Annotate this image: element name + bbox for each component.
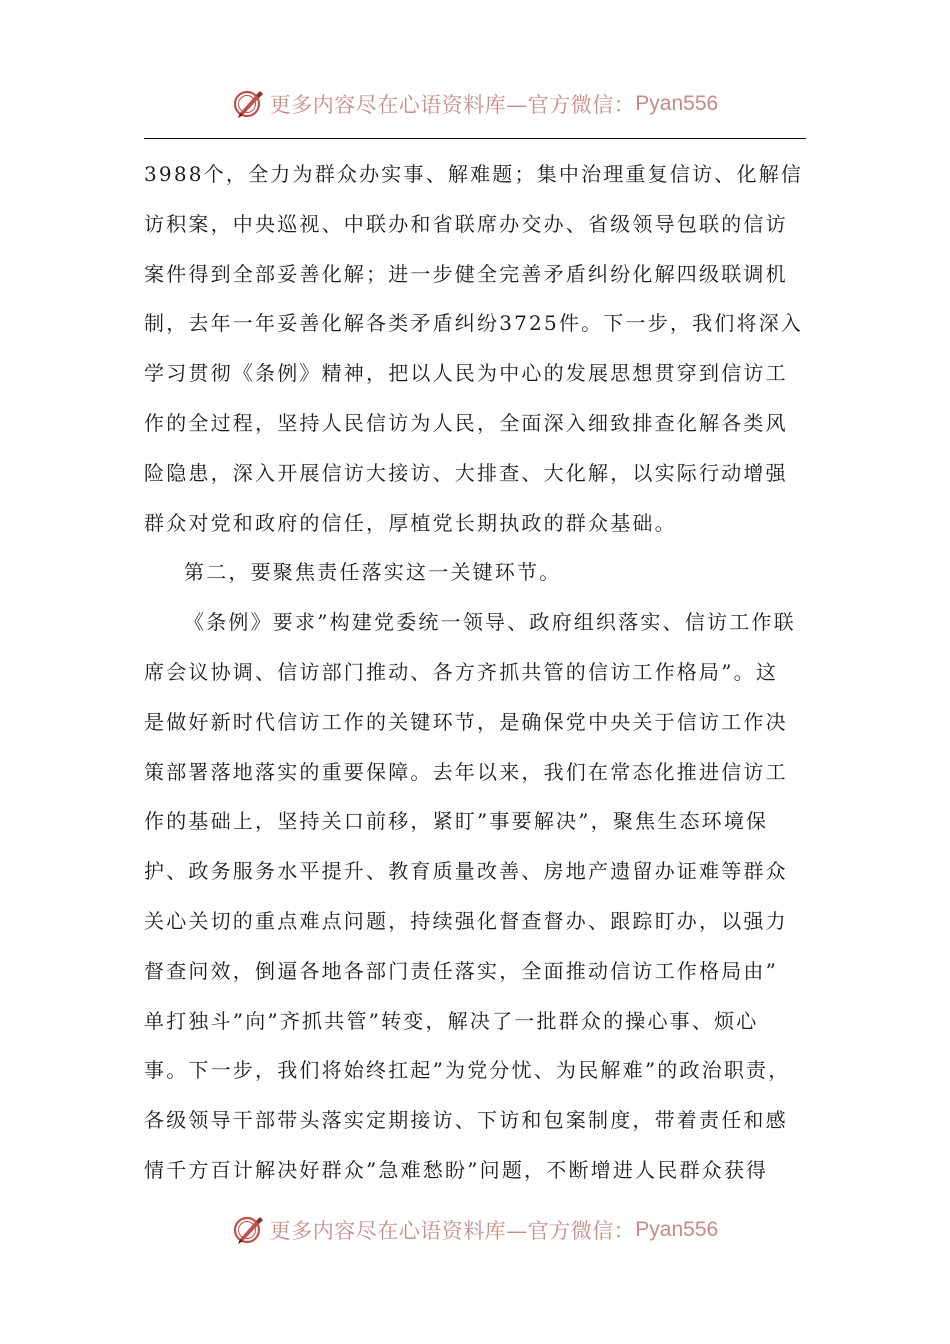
- pen-logo-icon: [232, 1213, 266, 1247]
- text-line: 访积案，中央巡视、中联办和省联席办交办、省级领导包联的信访: [144, 211, 788, 236]
- text-line: 作的基础上，坚持关口前移，紧盯”事要解决”，聚焦生态环境保: [144, 809, 769, 834]
- header-banner: [0, 82, 950, 126]
- text-line: 是做好新时代信访工作的关键环节，是确保党中央关于信访工作决: [144, 709, 788, 734]
- header-banner-text: 更多内容尽在心语资料库—官方微信：: [269, 93, 636, 117]
- header-divider: [144, 138, 806, 139]
- text-line: 督查问效，倒逼各地各部门责任落实，全面推动信访工作格局由”: [144, 958, 779, 983]
- text-line: 学习贯彻《条例》精神，把以人民为中心的发展思想贯穿到信访工: [144, 361, 788, 386]
- footer-wechat-id: Pyan556: [635, 1218, 719, 1241]
- document-body: [144, 150, 806, 1196]
- text-line: 情千方百计解决好群众”急难愁盼”问题，不断增进人民群众获得: [144, 1157, 769, 1182]
- text-line: 制，去年一年妥善化解各类矛盾纠纷3725件。下一步，我们将深入: [144, 311, 804, 336]
- pen-logo-icon: [232, 87, 266, 121]
- footer-banner-text: 更多内容尽在心语资料库—官方微信：: [269, 1219, 636, 1243]
- text-line: 事。下一步，我们将始终扛起”为党分忧、为民解难”的政治职责，: [144, 1058, 791, 1083]
- footer-banner: [0, 1208, 950, 1252]
- section-heading: 第二，要聚焦责任落实这一关键环节。: [184, 560, 562, 585]
- text-line: 案件得到全部妥善化解；进一步健全完善矛盾纠纷化解四级联调机: [144, 261, 788, 286]
- text-line: 各级领导干部带头落实定期接访、下访和包案制度，带着责任和感: [144, 1108, 788, 1133]
- paragraph-first-line: 《条例》要求”构建党委统一领导、政府组织落实、信访工作联: [184, 610, 796, 635]
- text-line: 单打独斗”向”齐抓共管”转变，解决了一批群众的操心事、烦心: [144, 1008, 759, 1033]
- text-line: 群众对党和政府的信任，厚植党长期执政的群众基础。: [144, 510, 677, 535]
- text-line: 险隐患，深入开展信访大接访、大排查、大化解，以实际行动增强: [144, 460, 788, 485]
- text-line: 3988个，全力为群众办实事、解难题；集中治理重复信访、化解信: [144, 162, 804, 186]
- text-line: 作的全过程，坚持人民信访为人民，全面深入细致排查化解各类风: [144, 410, 788, 435]
- text-line: 关心关切的重点难点问题，持续强化督查督办、跟踪盯办，以强力: [144, 908, 788, 933]
- text-line: 护、政务服务水平提升、教育质量改善、房地产遗留办证难等群众: [144, 859, 788, 884]
- text-line: 策部署落地落实的重要保障。去年以来，我们在常态化推进信访工: [144, 759, 788, 784]
- text-line: 席会议协调、信访部门推动、各方齐抓共管的信访工作格局”。这: [144, 659, 779, 684]
- header-wechat-id: Pyan556: [635, 92, 719, 115]
